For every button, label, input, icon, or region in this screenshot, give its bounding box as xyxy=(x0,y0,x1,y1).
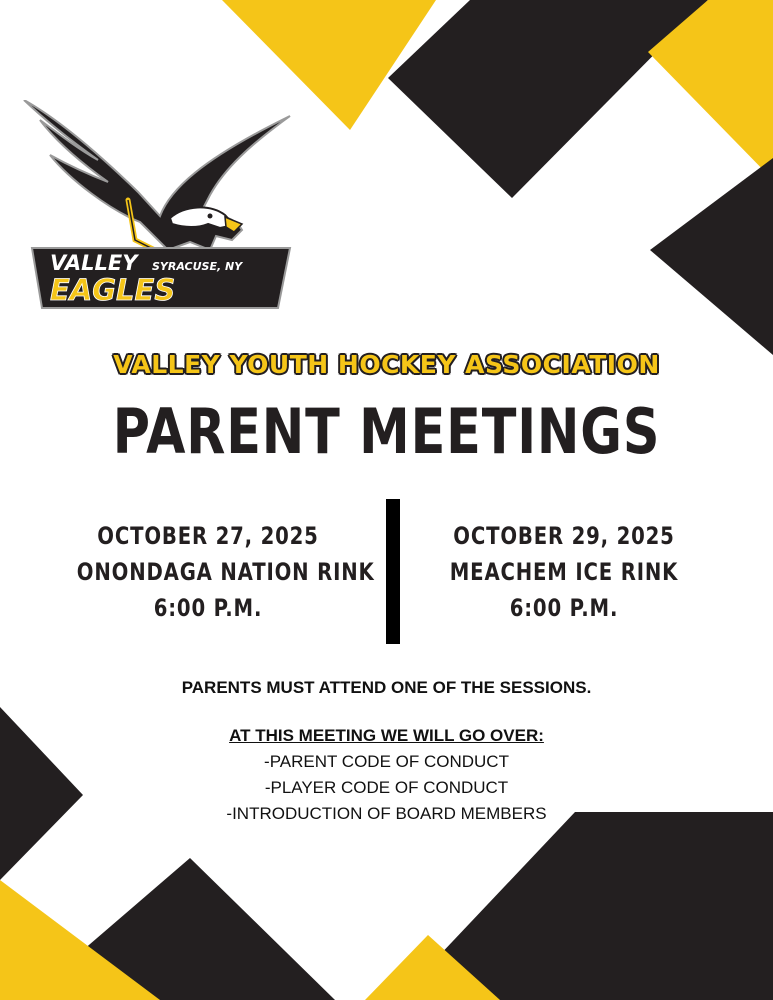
page-title: PARENT MEETINGS xyxy=(112,395,661,468)
valley-eagles-logo xyxy=(20,100,310,318)
session-divider xyxy=(386,499,400,644)
agenda-list xyxy=(0,749,773,827)
agenda-item: -INTRODUCTION OF BOARD MEMBERS xyxy=(226,804,547,823)
session-date: OCTOBER 27, 2025 xyxy=(97,522,319,550)
session-card-1 xyxy=(48,518,375,626)
organization-title: VALLEY YOUTH HOCKEY ASSOCIATION xyxy=(113,350,660,379)
agenda-section xyxy=(0,723,773,827)
attendance-notice: PARENTS MUST ATTEND ONE OF THE SESSIONS. xyxy=(181,678,592,697)
session-time: 6:00 P.M. xyxy=(509,594,619,622)
logo-location-text: SYRACUSE, NY xyxy=(152,260,243,273)
logo-bottom-text: EAGLES xyxy=(50,273,176,307)
black-diamond-bottom-right xyxy=(435,812,773,1000)
black-diamond-right xyxy=(650,158,773,355)
session-location: MEACHEM ICE RINK xyxy=(449,558,679,586)
logo-top-text: VALLEY xyxy=(50,251,138,275)
agenda-item: -PLAYER CODE OF CONDUCT xyxy=(264,778,509,797)
agenda-heading: AT THIS MEETING WE WILL GO OVER: xyxy=(229,726,544,745)
eagle-mascot-icon xyxy=(24,100,290,260)
session-card-2 xyxy=(404,518,724,626)
agenda-item: -PARENT CODE OF CONDUCT xyxy=(264,752,509,771)
black-diamond-top xyxy=(388,0,708,198)
session-date: OCTOBER 29, 2025 xyxy=(453,522,675,550)
session-time: 6:00 P.M. xyxy=(153,594,263,622)
session-location: ONONDAGA NATION RINK xyxy=(76,558,375,586)
